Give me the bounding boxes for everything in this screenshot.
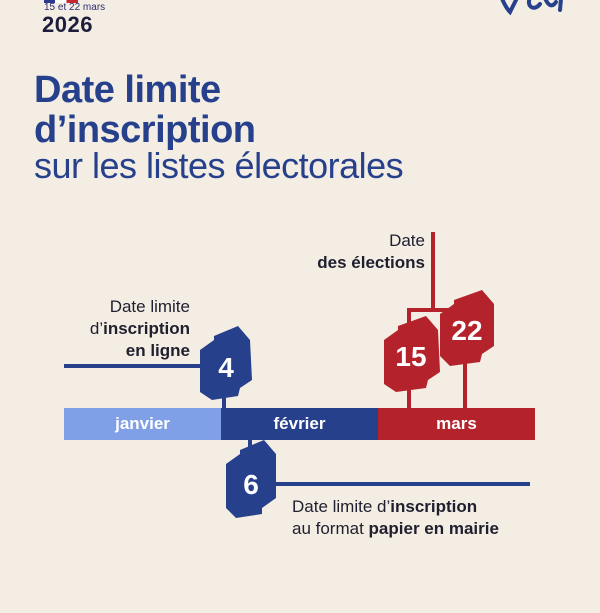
online-label-line-1: Date limite bbox=[109, 297, 190, 316]
paper-label-line-1: Date limite d’inscription bbox=[292, 497, 478, 516]
election-label-line-2: des élections bbox=[317, 253, 425, 272]
paper-connector bbox=[250, 440, 530, 484]
title-line-2: d’inscription bbox=[34, 109, 256, 151]
month-label-janvier: janvier bbox=[115, 414, 170, 433]
marker-number-4: 4 bbox=[218, 352, 234, 383]
election-label-line-1: Date bbox=[389, 231, 425, 250]
month-label-fevrier: février bbox=[273, 414, 326, 433]
header-dates: 15 et 22 mars bbox=[44, 2, 106, 13]
month-label-mars: mars bbox=[436, 414, 477, 433]
marker-number-22: 22 bbox=[451, 315, 483, 346]
marker-number-6: 6 bbox=[243, 469, 259, 500]
online-label-line-3: en ligne bbox=[125, 341, 190, 360]
marker-number-15: 15 bbox=[395, 341, 427, 372]
paper-deadline-label bbox=[292, 496, 592, 540]
title-line-1: Date limite bbox=[34, 69, 221, 111]
paper-label-line-2: au format papier en mairie bbox=[292, 519, 499, 538]
header-year: 2026 bbox=[42, 12, 93, 37]
online-deadline-label bbox=[40, 296, 190, 362]
page-subtitle: sur les listes électorales bbox=[34, 145, 404, 186]
online-label-line-2: d’inscription bbox=[89, 319, 190, 338]
election-date-label bbox=[260, 230, 425, 274]
